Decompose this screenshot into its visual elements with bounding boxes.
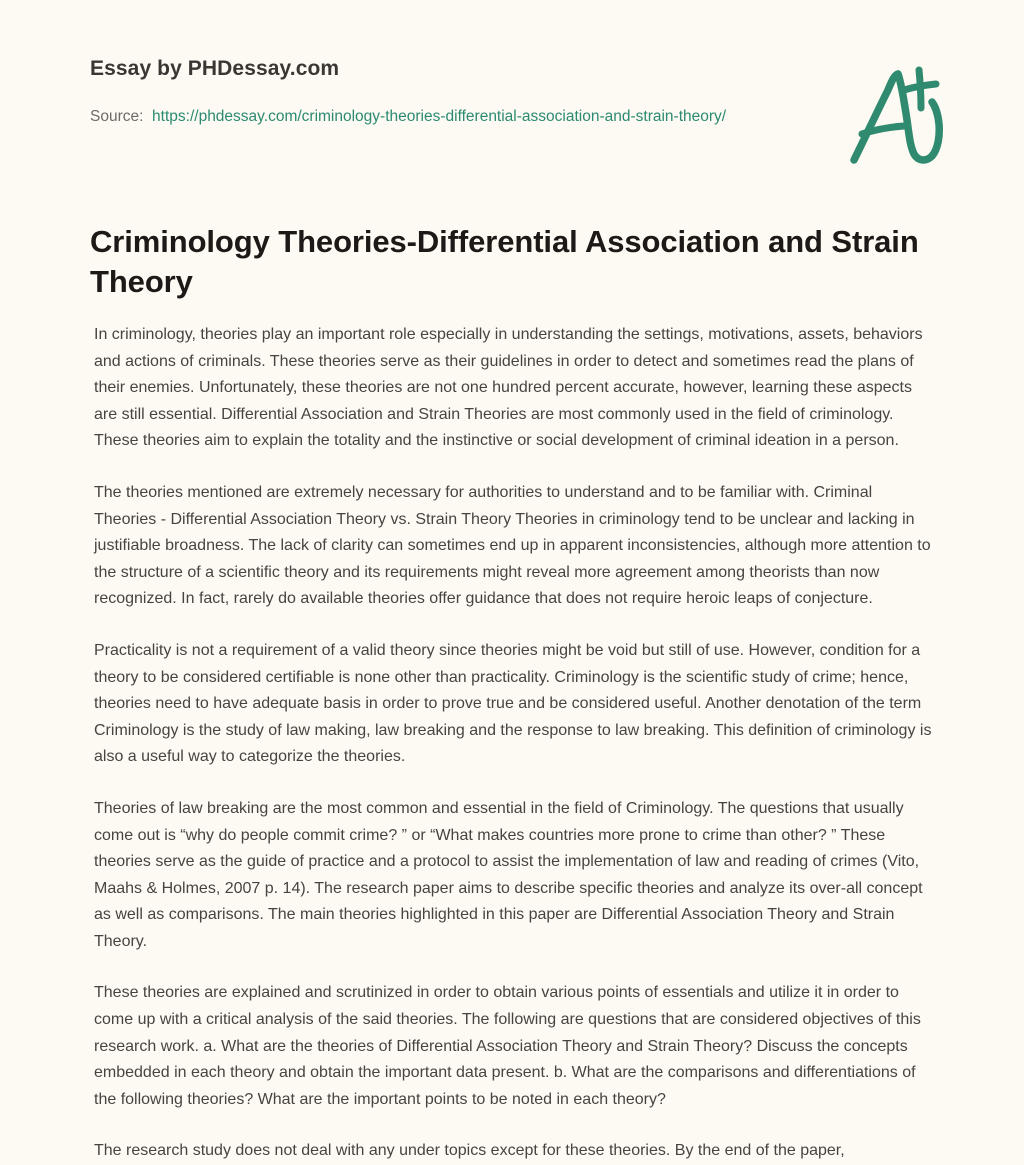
paragraph: Theories of law breaking are the most common and essential in the field of Criminology. The questions that usually come out is “why do people commit crime? ” or “What makes countries more prone to crime than other? ” These theories serve as the guide of practice and a protocol to assist the implementation of law and reading of crimes (Vito, Maahs & Holmes, 2007 p. 14). The research paper aims to describe specific theories and analyze its over-all concept as well as comparisons. The main theories highlighted in this paper are Differential Association Theory and Strain Theory. <box>94 799 923 950</box>
source-label: Source: <box>90 108 144 125</box>
brand-byline: Essay by PHDessay.com <box>90 57 340 80</box>
source-line <box>90 82 750 129</box>
paragraph: These theories are explained and scrutinized in order to obtain various points of essentials and utilize it in order to come up with a critical analysis of the said theories. The following are questions that are considered objectives of this research work. a. What are the theories of Differential Association Theory and Strain Theory? Discuss the concepts embedded in each theory and obtain the important data present. b. What are the comparisons and differentiations of the following theories? What are the important points to be noted in each theory? <box>94 984 921 1108</box>
page-title: Criminology Theories-Differential Association and Strain Theory <box>90 224 919 299</box>
page-header <box>90 56 940 129</box>
paragraph: The research study does not deal with any under topics except for these theories. By the end of the paper, <box>94 1142 845 1160</box>
essay-body <box>94 322 932 1165</box>
a-plus-logo-icon <box>846 62 958 170</box>
source-url-link[interactable]: https://phdessay.com/criminology-theories-differential-association-and-strain-theory/ <box>152 108 727 125</box>
paragraph: In criminology, theories play an important role especially in understanding the settings, motivations, assets, behaviors and actions of criminals. These theories serve as their guidelines in order to detect and sometimes read the plans of their enemies. Unfortunately, these theories are not one hundred percent accurate, however, learning these aspects are still essential. Differential Association and Strain Theories are most commonly used in the field of criminology. These theories aim to explain the totality and the instinctive or social development of criminal ideation in a person. <box>94 326 923 450</box>
paragraph: Practicality is not a requirement of a valid theory since theories might be void but still of use. However, condition for a theory to be considered certifiable is none other than practicality. Criminology is the scientific study of crime; hence, theories need to have adequate basis in order to prove true and be considered useful. Another denotation of the term Criminology is the study of law making, law breaking and the response to law breaking. This definition of criminology is also a useful way to categorize the theories. <box>94 641 932 766</box>
paragraph: The theories mentioned are extremely necessary for authorities to understand and to be familiar with. Criminal Theories - Differential Association Theory vs. Strain Theory Theories in criminology tend to be unclear and lacking in justifiable broadness. The lack of clarity can sometimes end up in apparent inconsistencies, although more attention to the structure of a scientific theory and its requirements might reveal more agreement among theorists than now recognized. In fact, rarely do available theories offer guidance that does not require heroic leaps of conjecture. <box>94 483 931 608</box>
